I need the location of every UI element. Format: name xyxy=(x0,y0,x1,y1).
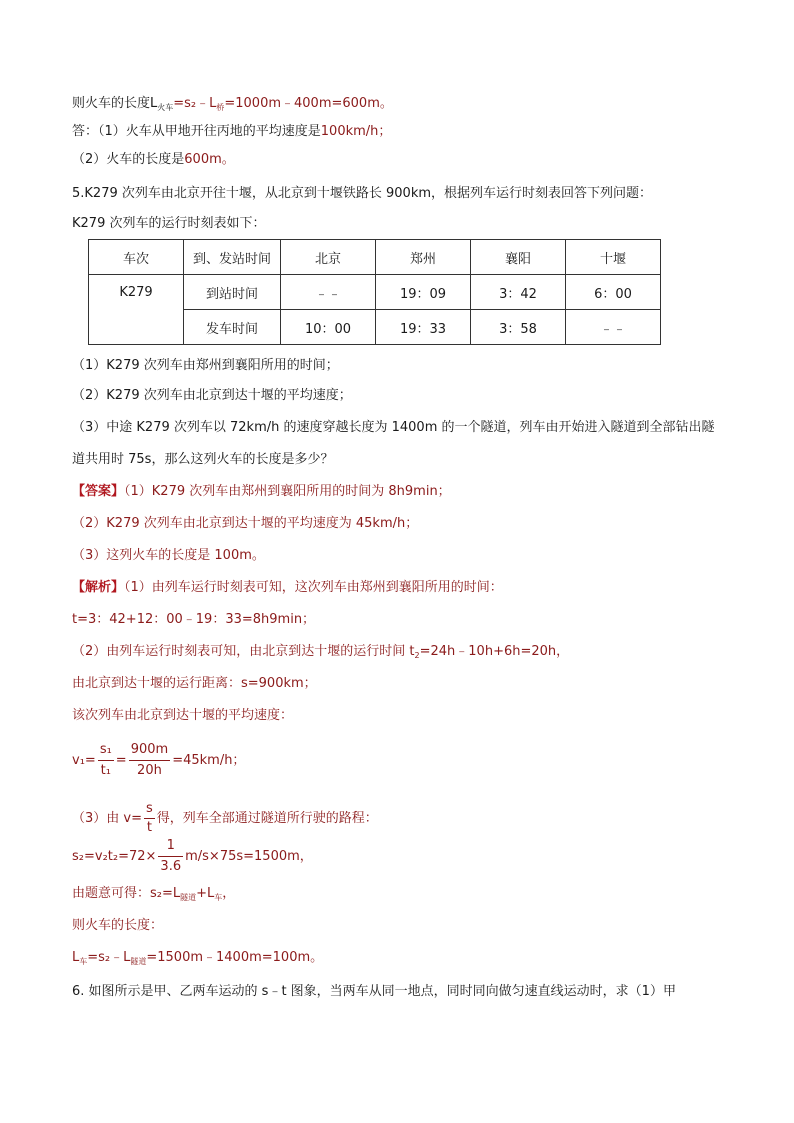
header-cell: 襄阳 xyxy=(471,240,566,275)
fraction xyxy=(158,836,183,877)
subscript: 桥 xyxy=(216,103,225,112)
table-cell: 19：33 xyxy=(376,310,471,345)
subscript: 火车 xyxy=(157,103,174,112)
answer-line-1 xyxy=(72,124,391,140)
text: v₁= xyxy=(72,753,96,768)
question-5-3a: （3）中途 K279 次列车以 72km/h 的速度穿越长度为 1400m 的一个隧道，列车由开始进入隧道到全部钻出隧 xyxy=(72,420,715,435)
text: ， xyxy=(222,886,236,901)
table-intro: K279 次列车的运行时刻表如下： xyxy=(72,216,266,231)
numerator: 900m xyxy=(129,740,170,761)
text: L xyxy=(72,950,80,965)
question-6: 6. 如图所示是甲、乙两车运动的 s﹣t 图象，当两车从同一地点，同时同向做匀速直线运动时，求（1）甲 xyxy=(72,984,676,999)
subscript: 2 xyxy=(414,651,420,660)
text: =45km/h； xyxy=(172,753,246,768)
denominator: t₁ xyxy=(100,763,111,778)
table-header-row xyxy=(89,240,661,275)
answer-3: （3）这列火车的长度是 100m。 xyxy=(72,548,265,563)
distance-formula xyxy=(72,836,313,877)
text: =24h﹣10h+6h=20h， xyxy=(419,644,570,659)
denominator: 20h xyxy=(137,763,162,778)
text: （2）火车的长度是 xyxy=(72,152,185,167)
header-cell: 车次 xyxy=(89,240,184,275)
text: 答：（1）火车从甲地开往丙地的平均速度是 xyxy=(72,124,321,139)
fraction xyxy=(98,740,114,781)
header-cell: 十堰 xyxy=(566,240,661,275)
text: 得，列车全部通过隧道所行驶的路程： xyxy=(156,811,378,826)
table-cell: ﹣﹣ xyxy=(566,310,661,345)
question-5-3b: 道共用时 75s，那么这列火车的长度是多少？ xyxy=(72,452,334,467)
text: （2）由列车运行时刻表可知，由北京到达十堰的运行时间 t xyxy=(72,644,415,659)
answer-1 xyxy=(72,484,451,500)
text: m/s×75s=1500m， xyxy=(185,849,313,864)
timetable xyxy=(88,239,661,345)
numerator: s₁ xyxy=(98,740,114,761)
answer-line-2 xyxy=(72,152,235,168)
text: （1）由列车运行时刻表可知，这次列车由郑州到襄阳所用的时间： xyxy=(124,580,503,595)
text: s₂=v₂t₂=72× xyxy=(72,849,157,864)
question-5: 5.K279 次列车由北京开往十堰，从北京到十堰铁路长 900km，根据列车运行时刻表回答下列问题： xyxy=(72,186,653,201)
subscript: 隧道 xyxy=(130,957,147,966)
condition-line xyxy=(72,886,235,906)
analysis-tag: 【解析】 xyxy=(72,580,125,595)
speed-formula xyxy=(72,740,245,781)
table-cell: 19：09 xyxy=(376,275,471,310)
length-label: 则火车的长度： xyxy=(72,918,164,933)
denominator: t xyxy=(146,820,152,835)
table-cell: 6：00 xyxy=(566,275,661,310)
text: = xyxy=(115,753,127,768)
answer-2: （2）K279 次列车由北京到达十堰的平均速度为 45km/h； xyxy=(72,516,419,531)
subscript: 隧道 xyxy=(180,893,197,902)
row-label: 发车时间 xyxy=(184,310,281,345)
header-cell: 北京 xyxy=(281,240,376,275)
numerator: 1 xyxy=(158,836,183,857)
table-cell: 3：58 xyxy=(471,310,566,345)
analysis-2a xyxy=(72,644,569,664)
text: =1500m﹣1400m=100m。 xyxy=(146,950,324,965)
table-cell: 10：00 xyxy=(281,310,376,345)
fraction xyxy=(129,740,170,781)
table-cell: ﹣﹣ xyxy=(281,275,376,310)
denominator: 3.6 xyxy=(160,859,182,874)
length-result xyxy=(72,950,323,970)
text: 则火车的长度L xyxy=(72,96,158,111)
text: 由题意可得：s₂=L xyxy=(72,886,181,901)
question-5-2: （2）K279 次列车由北京到达十堰的平均速度； xyxy=(72,388,352,403)
text: +L xyxy=(196,886,215,901)
value: 100km/h； xyxy=(320,124,392,139)
analysis-calc-1: t=3：42+12：00﹣19：33=8h9min； xyxy=(72,612,316,627)
table-cell: 3：42 xyxy=(471,275,566,310)
text: =s₂﹣L xyxy=(173,96,217,111)
analysis-1 xyxy=(72,580,503,596)
analysis-2b: 由北京到达十堰的运行距离：s=900km； xyxy=(72,676,317,691)
question-5-1: （1）K279 次列车由郑州到襄阳所用的时间； xyxy=(72,358,339,373)
table-row xyxy=(89,275,661,310)
train-number-cell: K279 xyxy=(89,275,184,345)
subscript: 车 xyxy=(214,893,223,902)
text: （3）由 v= xyxy=(72,811,142,826)
text: =1000m﹣400m=600m。 xyxy=(224,96,393,111)
text: =s₂﹣L xyxy=(87,950,131,965)
fraction xyxy=(144,800,155,837)
row-label: 到站时间 xyxy=(184,275,281,310)
analysis-2c: 该次列车由北京到达十堰的平均速度： xyxy=(72,708,294,723)
header-cell: 郑州 xyxy=(376,240,471,275)
text: （1）K279 次列车由郑州到襄阳所用的时间为 8h9min； xyxy=(124,484,451,499)
analysis-3 xyxy=(72,800,378,837)
value: 600m。 xyxy=(184,152,235,167)
numerator: s xyxy=(144,800,155,819)
train-length-line xyxy=(72,96,393,116)
answer-tag: 【答案】 xyxy=(72,484,125,499)
subscript: 车 xyxy=(79,957,88,966)
header-cell: 到、发站时间 xyxy=(184,240,281,275)
